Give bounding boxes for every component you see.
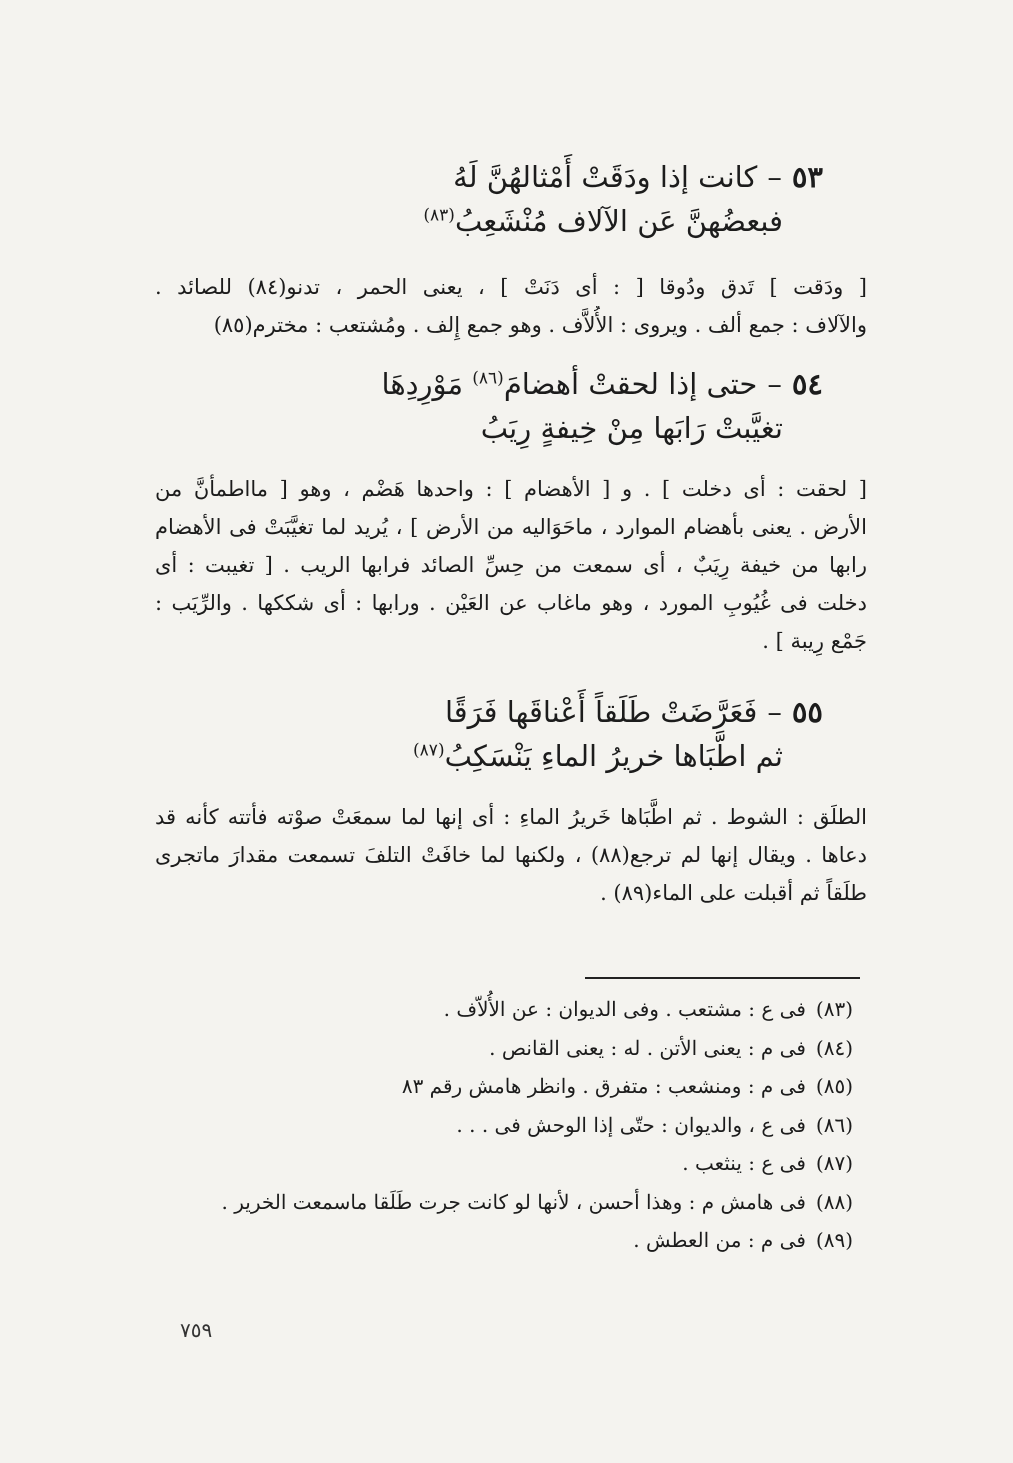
verse-text: مَوْرِدِهَا xyxy=(381,367,464,401)
commentary-line: [ ودَقت ] تَدق ودُوقا [ : أى دَنَتْ ] ، يعنى الحمر ، تدنو(٨٤) للصائد . xyxy=(155,275,867,299)
verse-54 xyxy=(183,362,823,450)
footnote-item xyxy=(133,990,853,1029)
footnote-text: فى م : ومنشعب : متفرق . وانظر هامش رقم ٨٣ xyxy=(401,1074,806,1098)
footnote-number: (٨٧) xyxy=(815,1151,853,1175)
verse-54-line1: ٥٤–حتى إذا لحقتْ أهضامَ$^{(٨٦)}$ مَوْرِدِهَا xyxy=(381,367,823,401)
footnote-item xyxy=(133,1067,853,1106)
verse-text: ثم اطَّبَاها خريرُ الماءِ يَنْسَكِبُ xyxy=(444,739,783,773)
page-number: ٧٥٩ xyxy=(180,1318,213,1342)
verse-text: فبعضُهنَّ عَن الآلاف مُنْشَعِبُ xyxy=(454,204,783,238)
commentary-line: والآلاف : جمع ألف . ويروى : الأُلاَّف . وهو جمع إِلف . ومُشتعب : مخترم(٨٥) xyxy=(213,313,867,337)
commentary-line: جَمْع رِيبة ] . xyxy=(762,629,867,653)
footnote-text: فى ع : مشتعب . وفى الديوان : عن الأُلاّف . xyxy=(443,997,806,1021)
verse-53-line1: ٥٣–كانت إذا ودَقَتْ أَمْثالهُنَّ لَهُ xyxy=(453,160,823,194)
footnote-number: (٨٤) xyxy=(815,1035,853,1060)
commentary-line: طلَقاً ثم أقبلت على الماء(٨٩) . xyxy=(600,881,867,905)
footnote-ref: (٨٧) xyxy=(413,740,445,761)
verse-55-line1: ٥٥–فَعَرَّضَتْ طَلَقاً أَعْناقَها فَرَقًا xyxy=(444,695,823,729)
footnote-item xyxy=(133,1183,853,1222)
footnote-ref: (٨٣) xyxy=(423,205,455,226)
footnote-text: فى هامش م : وهذا أحسن ، لأنها لو كانت جرت طَلَقا ماسمعت الخرير . xyxy=(221,1189,806,1214)
footnote-number: (٨٥) xyxy=(815,1074,853,1098)
footnote-item xyxy=(133,1221,853,1260)
footnote-item xyxy=(133,1029,853,1068)
footnote-item xyxy=(133,1144,853,1183)
commentary-54 xyxy=(155,470,867,660)
commentary-55 xyxy=(155,798,867,912)
commentary-53 xyxy=(155,268,867,344)
verse-54-line2 xyxy=(183,406,823,450)
verse-text: حتى إذا لحقتْ أهضامَ xyxy=(503,367,758,401)
commentary-line: الأرض . يعنى بأهضام الموارد ، ماحَوَاليه من الأرض ] ، يُريد لما تغيَّبَتْ فى الأهضام xyxy=(155,515,867,539)
verse-text: كانت إذا ودَقَتْ أَمْثالهُنَّ لَهُ xyxy=(453,160,758,194)
footnote-number: (٨٨) xyxy=(815,1189,853,1214)
verse-number: ٥٥ xyxy=(791,695,823,729)
verse-number: ٥٤ xyxy=(791,367,823,401)
verse-text: تغيَّبتْ رَابَها مِنْ خِيفةٍ رِيَبُ xyxy=(480,411,783,445)
footnote-separator xyxy=(585,977,860,979)
footnote-ref: (٨٦) xyxy=(472,368,504,389)
commentary-line: [ لحقت : أى دخلت ] . و [ الأهضام ] : واحدها هَضْم ، وهو [ مااطمأنَّ من xyxy=(155,477,867,501)
commentary-line: دعاها . ويقال إنها لم ترجع(٨٨) ، ولكنها لما خافَتْ التلفَ تسمعت مقدارَ ماتجرى xyxy=(155,843,867,867)
footnote-item xyxy=(133,1106,853,1145)
commentary-line: رابها من خيفة رِيَبٌ ، أى سمعت من حِسِّ الصائد فرابها الريب . [ تغيبت : أى xyxy=(155,553,867,577)
verse-55-line2 xyxy=(183,734,823,778)
footnote-number: (٨٩) xyxy=(815,1228,853,1252)
footnote-text: فى م : يعنى الأتن . له : يعنى القانص . xyxy=(489,1035,806,1060)
verse-53 xyxy=(183,155,823,243)
footnotes xyxy=(133,990,853,1260)
footnote-number: (٨٣) xyxy=(815,997,853,1021)
verse-number: ٥٣ xyxy=(791,160,823,194)
commentary-line: دخلت فى غُيُوبِ المورد ، وهو ماغاب عن العَيْن . ورابها : أى شككها . والرِّيَب : xyxy=(155,591,867,615)
footnote-text: فى ع ، والديوان : حتّى إذا الوحش فى . . . xyxy=(456,1112,806,1137)
verse-text: فَعَرَّضَتْ طَلَقاً أَعْناقَها فَرَقًا xyxy=(444,695,758,729)
footnote-text: فى ع : ينثعب . xyxy=(682,1151,806,1175)
footnote-number: (٨٦) xyxy=(815,1112,853,1137)
footnote-text: فى م : من العطش . xyxy=(633,1228,806,1252)
verse-55 xyxy=(183,690,823,778)
verse-53-line2 xyxy=(183,199,823,243)
commentary-line: الطلَق : الشوط . ثم اطَّبَاها خَريرُ الماءِ : أى إنها لما سمعَتْ صوْته فأتته كأنه قد xyxy=(155,805,867,829)
